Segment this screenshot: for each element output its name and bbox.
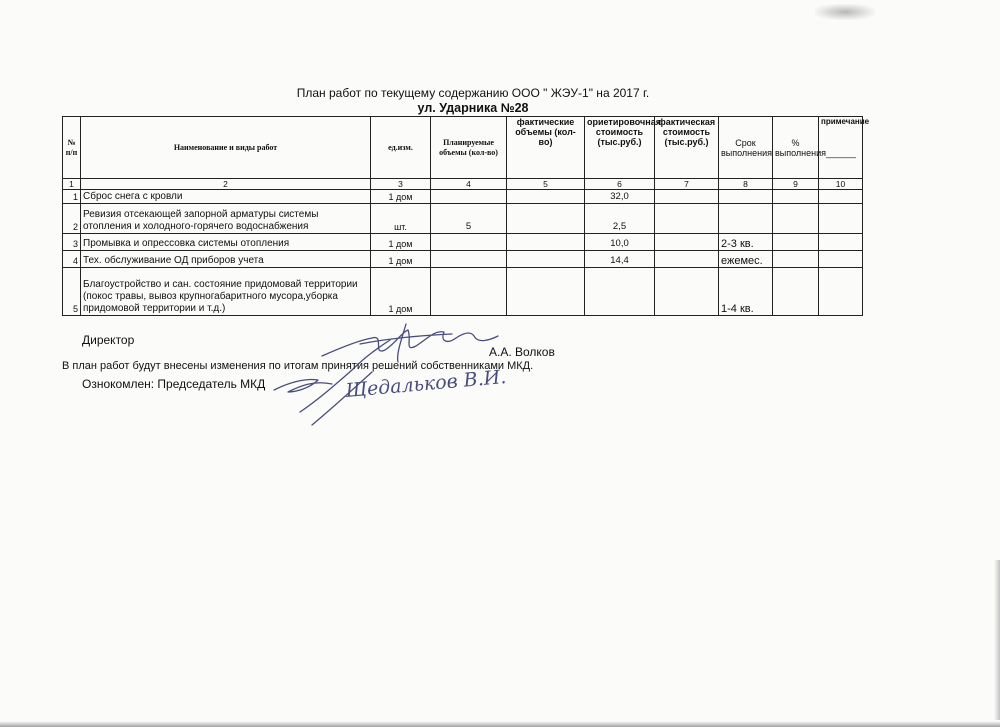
row-planned [431, 190, 507, 204]
works-table [62, 116, 870, 316]
header-actual-cost: фактическая стоимость (тыс.руб.) [655, 117, 719, 179]
row-name: Благоустройство и сан. состояние придомовай территории (покос травы, вывоз крупногабаритного мусора,уборка придомовой территории и т.д.) [81, 268, 371, 316]
document-title: План работ по текущему содержанию ООО " ЖЭУ-1" на 2017 г. [296, 86, 650, 100]
header-actual: фактические объемы (кол-во) [507, 117, 585, 179]
row-term [719, 190, 773, 204]
row-name: Сброс снега с кровли [81, 190, 371, 204]
column-number: 5 [507, 179, 585, 190]
row-est-cost: 10,0 [585, 234, 655, 251]
table-row [63, 268, 863, 316]
row-note [819, 204, 863, 234]
row-percent [773, 234, 819, 251]
table-row [63, 204, 863, 234]
row-est-cost [585, 268, 655, 316]
row-actual-cost [655, 251, 719, 268]
row-note [819, 251, 863, 268]
changes-note: В план работ будут внесены изменения по итогам принятия решений собственниками МКД. [62, 360, 534, 372]
header-unit: ед.изм. [371, 117, 431, 179]
row-num: 1 [63, 190, 81, 204]
column-numbers-row [63, 179, 863, 190]
row-unit: 1 дом [371, 234, 431, 251]
header-percent: % выполнения______ [773, 117, 819, 179]
header-est-cost: ориетировочная стоимость (тыс.руб.) [585, 117, 655, 179]
row-unit: шт. [371, 204, 431, 234]
header-planned: Планируемые объемы (кол-во) [431, 117, 507, 179]
row-num: 4 [63, 251, 81, 268]
row-est-cost: 14,4 [585, 251, 655, 268]
header-num: № п/п [63, 117, 81, 179]
table-row [63, 251, 863, 268]
row-percent [773, 268, 819, 316]
row-num: 5 [63, 268, 81, 316]
table-header-row [63, 117, 863, 179]
director-name: А.А. Волков [489, 345, 555, 359]
header-term: Срок выполнения [719, 117, 773, 179]
acknowledged-label: Ознокомлен: Председатель МКД [82, 377, 266, 391]
scan-edge-right [994, 560, 1000, 720]
chairman-handwritten-name: Щедальков В.И. [344, 366, 508, 402]
row-actual-cost [655, 204, 719, 234]
scan-smudge [815, 4, 875, 20]
row-name: Тех. обслуживание ОД приборов учета [81, 251, 371, 268]
column-number: 10 [819, 179, 863, 190]
column-number: 1 [63, 179, 81, 190]
row-actual-cost [655, 190, 719, 204]
row-unit: 1 дом [371, 251, 431, 268]
row-term: ежемес. [719, 251, 773, 268]
row-note [819, 234, 863, 251]
row-num: 2 [63, 204, 81, 234]
column-number: 2 [81, 179, 371, 190]
row-planned: 5 [431, 204, 507, 234]
row-planned [431, 268, 507, 316]
document-subtitle: ул. Ударника №28 [417, 101, 529, 115]
column-number: 3 [371, 179, 431, 190]
column-number: 8 [719, 179, 773, 190]
row-actual [507, 190, 585, 204]
header-note: примечание [819, 117, 863, 179]
row-est-cost: 2,5 [585, 204, 655, 234]
row-unit: 1 дом [371, 190, 431, 204]
row-actual [507, 234, 585, 251]
director-label: Директор [82, 333, 135, 347]
row-unit: 1 дом [371, 268, 431, 316]
row-name: Ревизия отсекающей запорной арматуры системы отопления и холодного-горячего водоснабжения [81, 204, 371, 234]
row-num: 3 [63, 234, 81, 251]
row-planned [431, 234, 507, 251]
header-name: Наименование и виды работ [81, 117, 371, 179]
row-actual [507, 251, 585, 268]
row-term: 2-3 кв. [719, 234, 773, 251]
row-note [819, 190, 863, 204]
column-number: 7 [655, 179, 719, 190]
column-number: 6 [585, 179, 655, 190]
row-percent [773, 251, 819, 268]
row-planned [431, 251, 507, 268]
row-percent [773, 204, 819, 234]
row-actual [507, 268, 585, 316]
row-percent [773, 190, 819, 204]
table-row [63, 234, 863, 251]
row-note [819, 268, 863, 316]
table-row [63, 190, 863, 204]
scan-edge-bottom [0, 721, 1000, 727]
row-est-cost: 32,0 [585, 190, 655, 204]
row-name: Промывка и опрессовка системы отопления [81, 234, 371, 251]
row-actual-cost [655, 234, 719, 251]
row-actual [507, 204, 585, 234]
row-term: 1-4 кв. [719, 268, 773, 316]
row-actual-cost [655, 268, 719, 316]
column-number: 9 [773, 179, 819, 190]
column-number: 4 [431, 179, 507, 190]
row-term [719, 204, 773, 234]
